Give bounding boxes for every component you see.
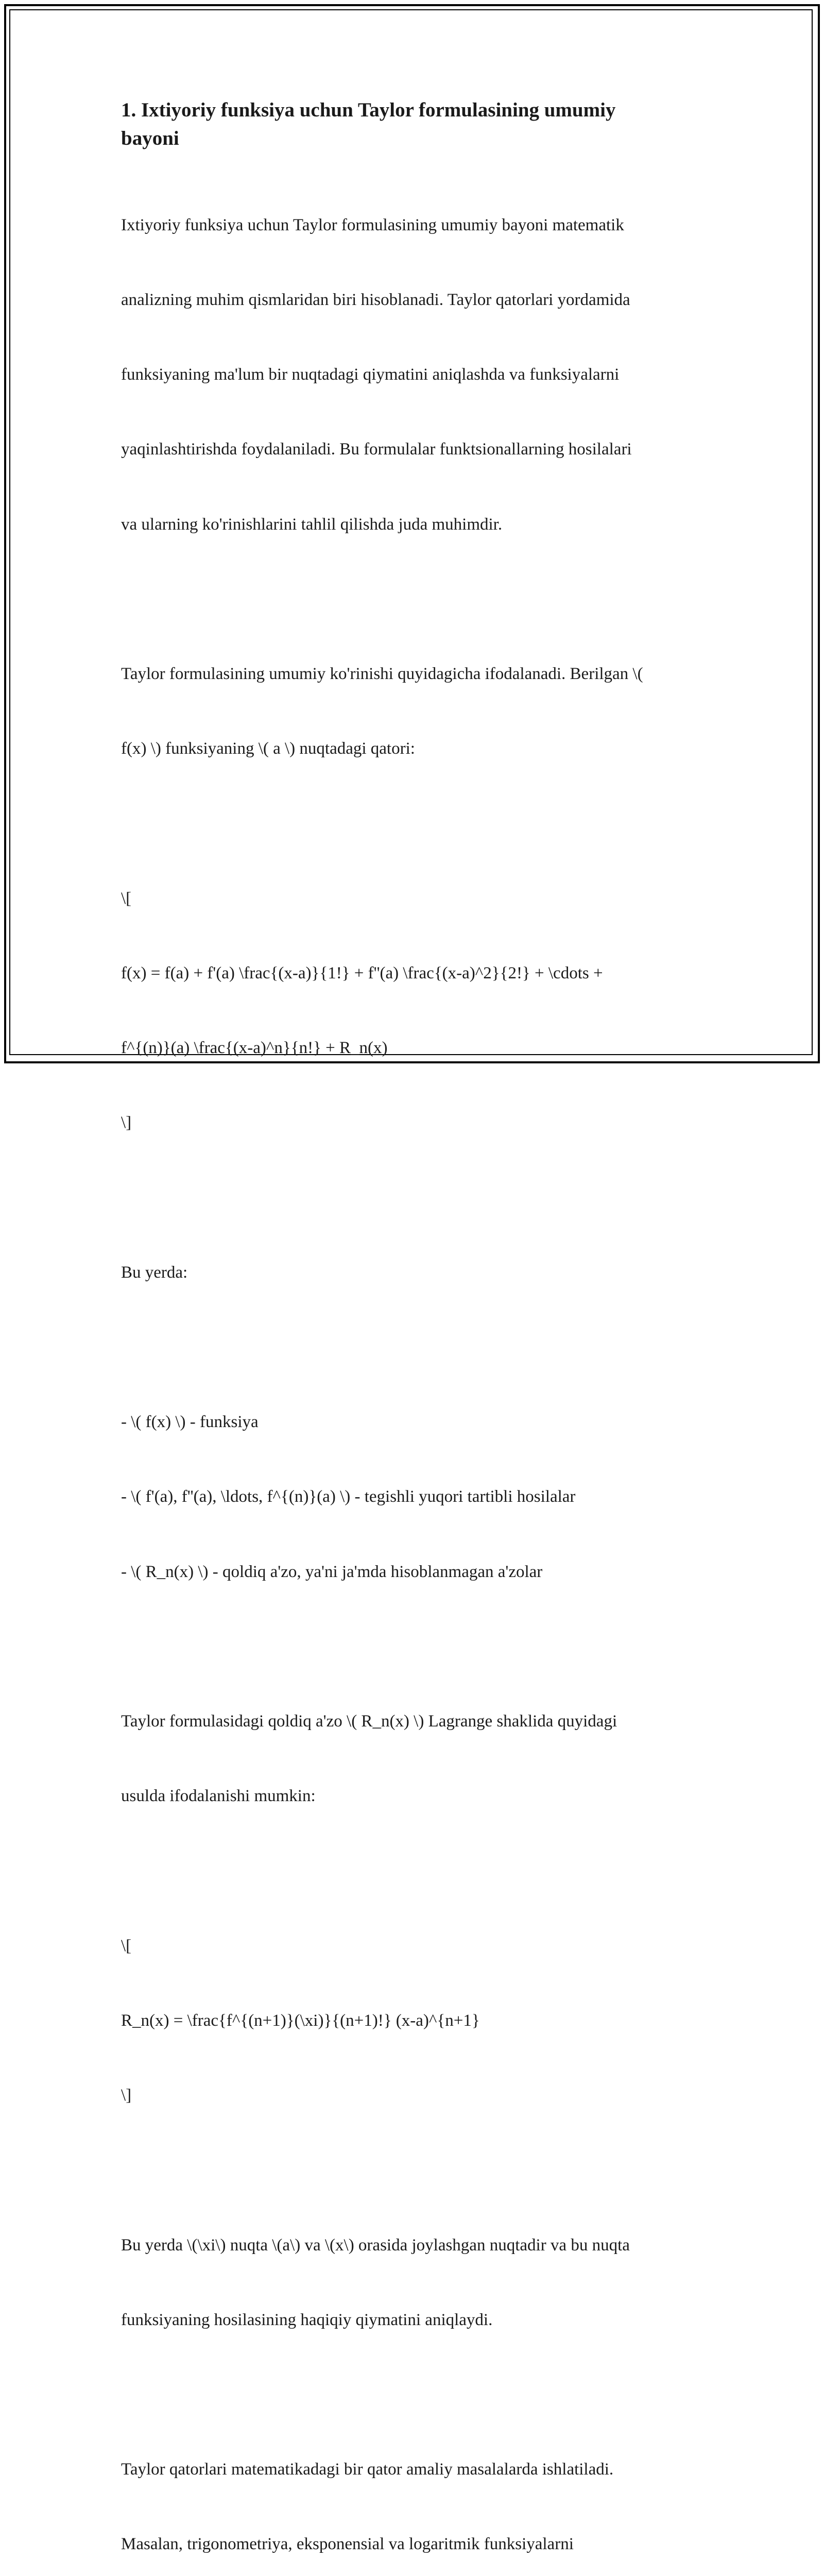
formula-line: \[ — [121, 889, 132, 908]
text-line: va ularning ko'rinishlarini tahlil qilishda juda muhimdir. — [121, 515, 503, 534]
formula-line: f(x) = f(a) + f'(a) \frac{(x-a)}{1!} + f''(a) \frac{(x-a)^2}{2!} + \cdots + — [121, 963, 603, 982]
text-line: yaqinlashtirishda foydalaniladi. Bu formulalar funktsionallarning hosilalari — [121, 440, 632, 459]
paragraph-gap — [121, 2382, 708, 2407]
text-line: funksiyaning ma'lum bir nuqtadagi qiymatini aniqlashda va funksiyalarni — [121, 365, 620, 384]
text-line: Bu yerda \(\xi\) nuqta \(a\) va \(x\) orasida joylashgan nuqtadir va bu nuqta — [121, 2235, 630, 2255]
text-line: Taylor qatorlari matematikadagi bir qator amaliy masalalarda ishlatiladi. — [121, 2460, 614, 2479]
text-line: usulda ifodalanishi mumkin: — [121, 1787, 316, 1806]
paragraph-gap — [121, 811, 708, 836]
list-item: - \( R_n(x) \) - qoldiq a'zo, ya'ni ja'mda hisoblanmagan a'zolar — [121, 1562, 543, 1581]
text-line: Ixtiyoriy funksiya uchun Taylor formulasining umumiy bayoni matematik — [121, 215, 624, 234]
text-line: Bu yerda: — [121, 1263, 188, 1282]
section-heading — [121, 96, 698, 152]
taylor-intro-paragraph — [121, 612, 708, 811]
heading-line: bayoni — [121, 127, 179, 149]
closing-paragraph — [121, 2407, 708, 2576]
list-item: - \( f(x) \) - funksiya — [121, 1413, 259, 1432]
definitions-list — [121, 1360, 708, 1634]
xi-note-paragraph — [121, 2183, 708, 2382]
remainder-formula — [121, 1884, 708, 2158]
paragraph-gap — [121, 1859, 708, 1884]
paragraph-gap — [121, 2158, 708, 2182]
paragraph-gap — [121, 1335, 708, 1360]
paragraph-gap — [121, 1634, 708, 1659]
formula-line: \[ — [121, 1936, 132, 1955]
remainder-intro-paragraph — [121, 1659, 708, 1858]
heading-line: 1. Ixtiyoriy funksiya uchun Taylor formulasining umumiy — [121, 99, 616, 121]
taylor-formula — [121, 836, 708, 1185]
bu-yerda-label — [121, 1210, 708, 1335]
text-line: funksiyaning hosilasining haqiqiy qiymatini aniqlaydi. — [121, 2310, 493, 2329]
formula-line: R_n(x) = \frac{f^{(n+1)}(\xi)}{(n+1)!} (x-a)^{n+1} — [121, 2011, 480, 2030]
paragraph-gap — [121, 1185, 708, 1210]
text-line: Masalan, trigonometriya, eksponensial va logaritmik funksiyalarni — [121, 2535, 574, 2554]
formula-line: \] — [121, 2086, 132, 2105]
document-page — [121, 96, 708, 2576]
formula-line: f^{(n)}(a) \frac{(x-a)^n}{n!} + R_n(x) — [121, 1039, 388, 1058]
formula-line: \] — [121, 1113, 132, 1132]
text-line: f(x) \) funksiyaning \( a \) nuqtadagi qatori: — [121, 739, 415, 758]
text-line: analizning muhim qismlaridan biri hisoblanadi. Taylor qatorlari yordamida — [121, 291, 630, 310]
text-line: Taylor formulasining umumiy ko'rinishi quyidagicha ifodalanadi. Berilgan \( — [121, 665, 643, 684]
intro-paragraph — [121, 163, 708, 587]
paragraph-gap — [121, 587, 708, 612]
list-item: - \( f'(a), f''(a), \ldots, f^{(n)}(a) \) - tegishli yuqori tartibli hosilalar — [121, 1487, 576, 1506]
text-line: Taylor formulasidagi qoldiq a'zo \( R_n(x) \) Lagrange shaklida quyidagi — [121, 1712, 617, 1731]
